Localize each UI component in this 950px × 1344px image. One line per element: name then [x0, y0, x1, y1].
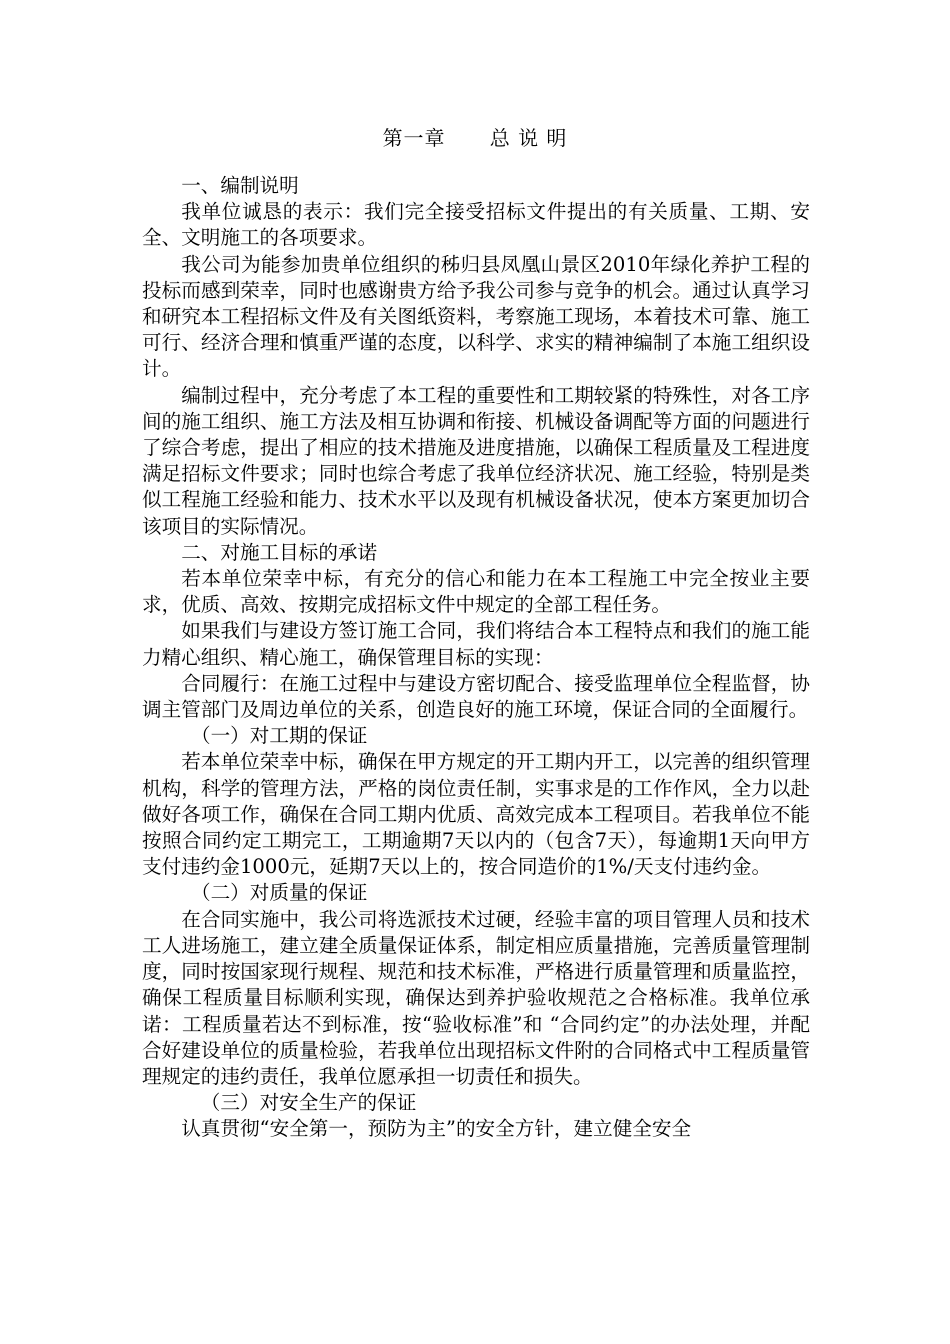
paragraph: 如果我们与建设方签订施工合同，我们将结合本工程特点和我们的施工能力精心组织、精心施工，确保管理目标的实现：	[142, 619, 810, 669]
paragraph: 我单位诚恳的表示：我们完全接受招标文件提出的有关质量、工期、安全、文明施工的各项要求。	[142, 200, 810, 250]
paragraph: 认真贯彻“安全第一，预防为主”的安全方针，建立健全安全	[181, 1117, 692, 1141]
paragraph: 若本单位荣幸中标，有充分的信心和能力在本工程施工中完全按业主要求，优质、高效、按期完成招标文件中规定的全部工程任务。	[142, 567, 810, 617]
paragraph: 编制过程中，充分考虑了本工程的重要性和工期较紧的特殊性，对各工序间的施工组织、施工方法及相互协调和衔接、机械设备调配等方面的问题进行了综合考虑，提出了相应的技术措施及进度措施，以确保工程质量及工程进度满足招标文件要求；同时也综合考虑了我单位经济状况、施工经验，特别是类似工程施工经验和能力、技术水平以及现有机械设备状况，使本方案更加切合该项目的实际情况。	[142, 383, 810, 538]
section-heading-commitment: 二、对施工目标的承诺	[181, 540, 378, 564]
chapter-title: 第一章 总 说 明	[382, 126, 568, 150]
section-heading-compilation: 一、编制说明	[181, 174, 299, 197]
paragraph: 若本单位荣幸中标，确保在甲方规定的开工期内开工，以完善的组织管理机构，科学的管理方法，严格的岗位责任制，实事求是的工作作风，全力以赴做好各项工作，确保在合同工期内优质、高效完成本工程项目。若我单位不能按照合同约定工期完工，工期逾期7天以内的（包含7天），每逾期1天向甲方支付违约金1000元，延期7天以上的，按合同造价的1%/天支付违约金。	[142, 750, 810, 879]
paragraph: 合同履行：在施工过程中与建设方密切配合、接受监理单位全程监督，协调主管部门及周边单位的关系，创造良好的施工环境，保证合同的全面履行。	[142, 671, 810, 722]
paragraph: 在合同实施中，我公司将选派技术过硬，经验丰富的项目管理人员和技术工人进场施工，建立建全质量保证体系，制定相应质量措施，完善质量管理制度，同时按国家现行规程、规范和技术标准，严格进行质量管理和质量监控，确保工程质量目标顺利实现，确保达到养护验收规范之合格标准。我单位承诺：工程质量若达不到标准，按“验收标准”和 “合同约定”的办法处理，并配合好建设单位的质量检验，若我单位出现招标文件附的合同格式中工程质量管理规定的违约责任，我单位愿承担一切责任和损失。	[142, 907, 810, 1088]
paragraph: 我公司为能参加贵单位组织的秭归县凤凰山景区2010年绿化养护工程的投标而感到荣幸，同时也感谢贵方给予我公司参与竞争的机会。通过认真学习和研究本工程招标文件及有关图纸资料，考察施工现场，本着技术可靠、施工可行、经济合理和慎重严谨的态度，以科学、求实的精神编制了本施工组织设计。	[142, 252, 810, 381]
subsection-heading-schedule: （一）对工期的保证	[191, 724, 368, 748]
subsection-heading-safety: （三）对安全生产的保证	[200, 1091, 417, 1115]
document-body	[142, 173, 810, 1143]
subsection-heading-quality: （二）对质量的保证	[191, 881, 368, 905]
